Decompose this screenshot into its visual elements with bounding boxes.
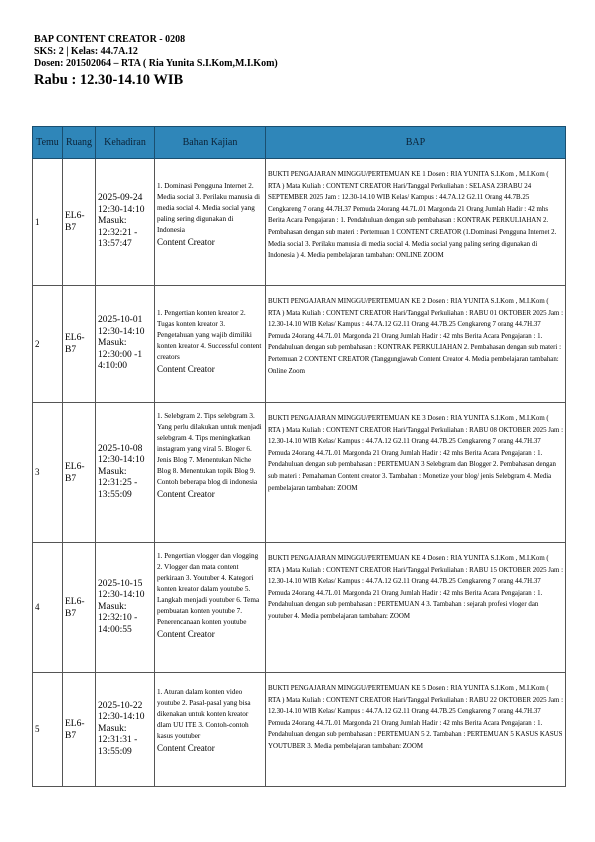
attendance-in: 12:32:10 - — [98, 613, 138, 624]
table-row — [33, 543, 566, 673]
attendance-label: Masuk: — [98, 338, 127, 349]
topic-tag: Content Creator — [157, 743, 215, 753]
cell-kehadiran — [96, 159, 155, 286]
col-header-ruang: Ruang — [63, 127, 96, 159]
col-header-bap: BAP — [266, 127, 566, 159]
attendance-label: Masuk: — [98, 723, 127, 734]
attendance-date: 2025-10-01 — [98, 315, 143, 326]
attendance-label: Masuk: — [98, 601, 127, 612]
room-number: B7 — [65, 345, 77, 355]
attendance-slot: 12:30-14:10 — [98, 590, 145, 601]
document-header — [34, 34, 278, 89]
table-row — [33, 159, 566, 286]
topic-tag: Content Creator — [157, 629, 215, 639]
attendance-slot: 12:30-14:10 — [98, 326, 145, 337]
cell-ruang — [63, 543, 96, 673]
attendance-slot: 12:30-14:10 — [98, 712, 145, 723]
cell-temu: 2 — [33, 286, 63, 403]
col-header-temu: Temu — [33, 127, 63, 159]
attendance-out: 4:10:00 — [98, 361, 128, 372]
room-number: B7 — [65, 473, 77, 484]
attendance-in: 12:31:25 - — [98, 478, 138, 489]
cell-bap: BUKTI PENGAJARAN MINGGU/PERTEMUAN KE 4 Dosen : RIA YUNITA S.I.Kom , M.I.Kom ( RTA ) Mata Kuliah : CONTENT CREATOR Hari/Tanggal Perkuliahan : RABU 15 OKTOBER 2025 Jam : 12.30-14.10 WIB Kelas/ Kampus : 44.7A.12 G2.11 Orang 44.7B.25 Cengkareng 7 orang 44.7H.37 Pemuda 24orang 44.7L.01 Margonda 21 Orang Jumlah Hadir : 42 mhs Berita Acara Pengajaran : 1. Pendahuluan dengan sub pembahasan : PERTEMUAN 4 3. Tambahan : sejarah profesi vloger dan youtuber 4. Media pembelajaran tambahan: ZOOM — [266, 543, 566, 673]
cell-temu: 5 — [33, 673, 63, 787]
cell-bahan-kajian — [155, 159, 266, 286]
room-code: EL6- — [65, 211, 85, 221]
cell-kehadiran — [96, 403, 155, 543]
cell-kehadiran — [96, 543, 155, 673]
topic-tag: Content Creator — [157, 489, 215, 499]
attendance-date: 2025-10-22 — [98, 700, 143, 711]
lecturer-info: Dosen: 201502064 – RTA ( Ria Yunita S.I.Kom,M.I.Kom) — [34, 58, 278, 69]
attendance-in: 12:32:21 - — [98, 227, 138, 238]
attendance-date: 2025-10-08 — [98, 443, 143, 454]
attendance-out: 14:00:55 — [98, 624, 132, 635]
cell-bahan-kajian — [155, 286, 266, 403]
cell-bahan-kajian — [155, 403, 266, 543]
attendance-slot: 12:30-14:10 — [98, 455, 145, 466]
cell-bap: BUKTI PENGAJARAN MINGGU/PERTEMUAN KE 1 Dosen : RIA YUNITA S.I.Kom , M.I.Kom ( RTA ) Mata Kuliah : CONTENT CREATOR Hari/Tanggal Perkuliahan : SELASA 23RABU 24 SEPTEMBER 2025 Jam : 12.30-14.10 WIB Kelas/ Kampus : 44.7A.12 G2.11 Orang 44.7B.25 Cengkareng 7 orang 44.7H.37 Pemuda 24orang 44.7L.01 Margonda 21 Orang Jumlah Hadir : 42 mhs Berita Acara Pengajaran : 1. Pendahuluan dengan sub pembahasan : KONTRAK PERKULIAHAN 2. Pembahasan dengan sub materi : Pertemuan 1 CONTENT CREATOR (1.Dominasi Pengguna Internet 2. Media social 3. Perilaku manusia di media social 4. Media social yang paling sering digunakan di Indonesia ) 4. Media pembelajaran tambahan: ONLINE ZOOM — [266, 159, 566, 286]
attendance-out: 13:57:47 — [98, 239, 132, 250]
attendance-out: 13:55:09 — [98, 746, 132, 757]
topic-text: 1. Selebgram 2. Tips selebgram 3. Yang perlu dilakukan untuk menjadi selebgram 4. Tips meningkatkan instagram yang viral 5. Bloger 6. Jenis Blog 7. Menentukan Niche Blog 8. Menentukan topik Blog 9. Contoh beberapa blog di indonesia — [157, 412, 262, 486]
course-title: BAP CONTENT CREATOR - 0208 — [34, 34, 186, 45]
attendance-date: 2025-10-15 — [98, 578, 143, 589]
cell-ruang — [63, 673, 96, 787]
room-code: EL6- — [65, 718, 85, 729]
topic-text: 1. Pengertian konten kreator 2. Tugas konten kreator 3. Pengetahuan yang wajib dimiliki konten kreator 4. Successful content creators — [157, 309, 262, 361]
room-code: EL6- — [65, 596, 85, 607]
cell-bap: BUKTI PENGAJARAN MINGGU/PERTEMUAN KE 5 Dosen : RIA YUNITA S.I.Kom , M.I.Kom ( RTA ) Mata Kuliah : CONTENT CREATOR Hari/Tanggal Perkuliahan : RABU 22 OKTOBER 2025 Jam : 12.30-14.10 WIB Kelas/ Kampus : 44.7A.12 G2.11 Orang 44.7B.25 Cengkareng 7 orang 44.7H.37 Pemuda 24orang 44.7L.01 Margonda 21 Orang Jumlah Hadir : 42 mhs Berita Acara Pengajaran : 1. Pendahuluan dengan sub pembahasan : PERTEMUAN 5 2. Tambahan : PERTEMUAN 5 KASUS KASUS YOUTUBER 3. Media pembelajaran tambahan: ZOOM — [266, 673, 566, 787]
col-header-kehadiran: Kehadiran — [96, 127, 155, 159]
room-code: EL6- — [65, 333, 85, 343]
attendance-date: 2025-09-24 — [98, 193, 143, 204]
cell-temu: 3 — [33, 403, 63, 543]
attendance-label: Masuk: — [98, 216, 127, 227]
room-number: B7 — [65, 223, 77, 233]
cell-bahan-kajian — [155, 673, 266, 787]
attendance-out: 13:55:09 — [98, 489, 132, 500]
cell-ruang — [63, 403, 96, 543]
table-row — [33, 673, 566, 787]
attendance-label: Masuk: — [98, 466, 127, 477]
room-number: B7 — [65, 608, 77, 619]
topic-tag: Content Creator — [157, 364, 215, 374]
schedule-title: Rabu : 12.30-14.10 WIB — [34, 72, 184, 88]
cell-temu: 4 — [33, 543, 63, 673]
cell-kehadiran — [96, 673, 155, 787]
table-row — [33, 403, 566, 543]
topic-text: 1. Pengertian vlogger dan vlogging 2. Vlogger dan mata content perkiraan 3. Youtuber 4. Kategori konten kreator dalam youtube 5. Langkah menjadi youtuber 6. Tema pembuatan konten youtube 7. Penerencanaan konten youtube — [157, 552, 260, 626]
room-code: EL6- — [65, 461, 85, 472]
cell-bahan-kajian — [155, 543, 266, 673]
cell-bap: BUKTI PENGAJARAN MINGGU/PERTEMUAN KE 3 Dosen : RIA YUNITA S.I.Kom , M.I.Kom ( RTA ) Mata Kuliah : CONTENT CREATOR Hari/Tanggal Perkuliahan : RABU 08 OKTOBER 2025 Jam : 12.30-14.10 WIB Kelas/ Kampus : 44.7A.12 G2.11 Orang 44.7B.25 Cengkareng 7 orang 44.7H.37 Pemuda 24orang 44.7L.01 Margonda 21 Orang Jumlah Hadir : 42 mhs Berita Acara Pengajaran : 1. Pendahuluan dengan sub pembahasan : PERTEMUAN 3 Selebgram dan Blogger 2. Pembahasan dengan sub materi : Pemahaman Content creator 3. Tambahan : Monetize your blog/ jenis Selebgram 4. Media pembelajaran tambahan: ZOOM — [266, 403, 566, 543]
topic-text: 1. Dominasi Pengguna Internet 2. Media social 3. Perilaku manusia di media social 4. Media social yang paling sering digunakan di Indonesia — [157, 182, 260, 234]
table-header-row — [33, 127, 566, 159]
topic-tag: Content Creator — [157, 237, 215, 247]
cell-temu: 1 — [33, 159, 63, 286]
col-header-bahan-kajian: Bahan Kajian — [155, 127, 266, 159]
room-number: B7 — [65, 730, 77, 741]
table-row — [33, 286, 566, 403]
attendance-in: 12:30:00 -1 — [98, 349, 143, 360]
topic-text: 1. Aturan dalam konten video youtube 2. Pasal-pasal yang bisa dikenakan untuk konten kreator dlam UU ITE 3. Contoh-contoh kasus youtuber — [157, 688, 251, 740]
cell-kehadiran — [96, 286, 155, 403]
cell-ruang — [63, 159, 96, 286]
course-credits-class: SKS: 2 | Kelas: 44.7A.12 — [34, 46, 138, 57]
attendance-slot: 12:30-14:10 — [98, 204, 145, 215]
bap-table — [32, 126, 566, 787]
cell-ruang — [63, 286, 96, 403]
attendance-in: 12:31:31 - — [98, 735, 138, 746]
cell-bap: BUKTI PENGAJARAN MINGGU/PERTEMUAN KE 2 Dosen : RIA YUNITA S.I.Kom , M.I.Kom ( RTA ) Mata Kuliah : CONTENT CREATOR Hari/Tanggal Perkuliahan : RABU 01 OKTOBER 2025 Jam : 12.30-14.10 WIB Kelas/ Kampus : 44.7A.12 G2.11 Orang 44.7B.25 Cengkareng 7 orang 44.7H.37 Pemuda 24orang 44.7L.01 Margonda 21 Orang Jumlah Hadir : 42 mhs Berita Acara Pengajaran : 1. Pendahuluan dengan sub pembahasan : KONTRAK PERKULIAHAN 2. Pembahasan dengan sub materi : Pertemuan 2 CONTENT CREATOR (Tanggungjawab Content Creator 4. Media pembelajaran tambahan: Online Zoom — [266, 286, 566, 403]
